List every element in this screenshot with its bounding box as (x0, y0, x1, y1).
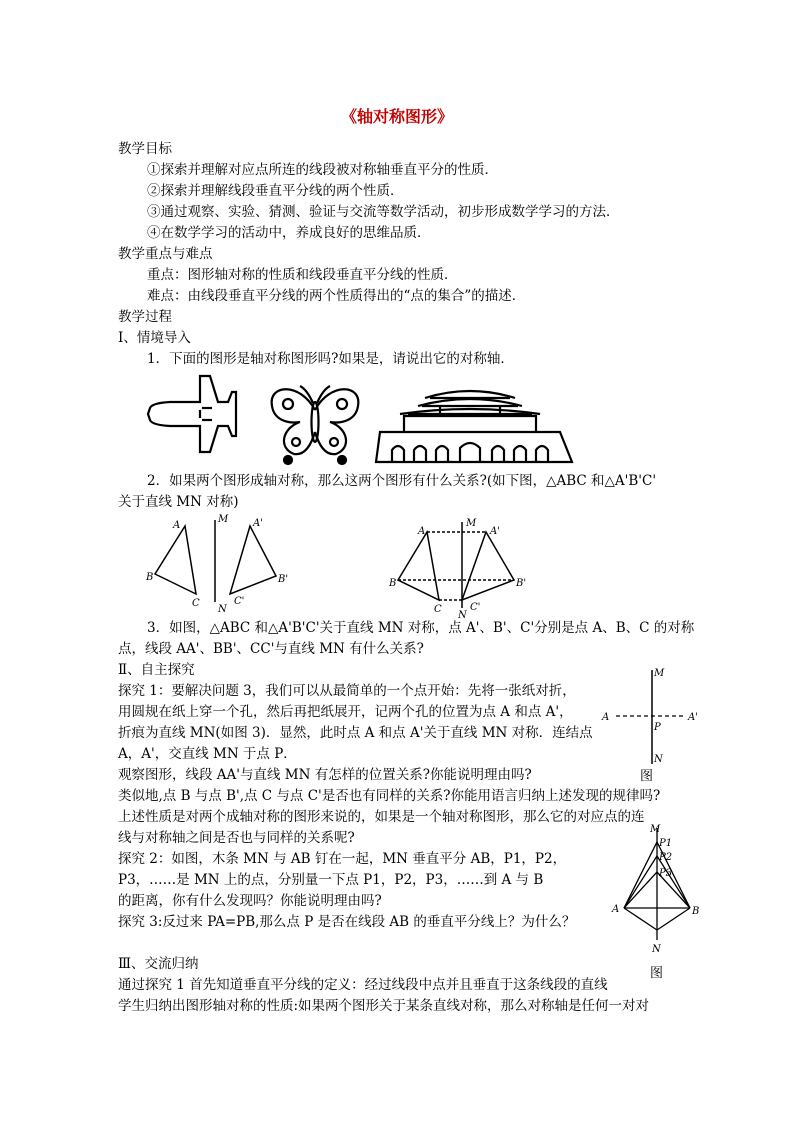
label-B1: B' (278, 574, 289, 585)
fig3-label-A1: A' (688, 712, 698, 723)
label-M-2: M (466, 518, 477, 529)
kite-label-N: N (652, 944, 661, 955)
label-A-2: A (418, 526, 426, 537)
goals-heading: 教学目标 (118, 141, 172, 157)
label-N-2: N (458, 610, 467, 621)
goal-4: ④在数学学习的活动中，养成良好的思维品质． (147, 225, 431, 241)
kite-label-P2: P2 (659, 852, 673, 863)
kite-label-B: B (692, 906, 700, 917)
kite-label-P3: P3 (659, 868, 673, 879)
kite-label-P1: P1 (659, 838, 673, 849)
goal-2: ②探索并理解线段垂直平分线的两个性质． (147, 183, 404, 199)
label-A1: A' (253, 518, 263, 529)
figure-3-diagram (596, 664, 706, 774)
label-B: B (146, 572, 154, 583)
explore-1-line-6: 类似地,点 B 与点 B',点 C 与点 C'是否也有同样的关系?你能用语言归纳上述发现的规律吗? (118, 788, 661, 804)
label-A1-2: A' (490, 526, 500, 537)
butterfly-figure (272, 386, 359, 464)
fig3-label-A: A (602, 712, 610, 723)
explore-1-line-4: A，A'，交直线 MN 于点 P． (118, 746, 297, 762)
label-C-2: C (434, 604, 442, 615)
airplane-figure (148, 376, 236, 452)
tiananmen-figure (376, 391, 572, 462)
question-3-line-1: 3．如图，△ABC 和△A'B'C'关于直线 MN 对称，点 A'、B'、C'分别是点 A、B、C 的对称 (147, 620, 695, 636)
explore-1-line-2: 用圆规在纸上穿一个孔，然后再把纸展开，记两个孔的位置为点 A 和点 A'， (118, 704, 573, 720)
summary-line-1: 通过探究 1 首先知道垂直平分线的定义：经过线段中点并且垂直于这条线段的直线 (118, 977, 608, 993)
explore-2-line-2: P3，……是 MN 上的点，分别量一下点 P1，P2，P3，……到 A 与 B (118, 872, 544, 888)
triangle-figures (140, 508, 540, 621)
question-2-line-2: 关于直线 MN 对称) (118, 494, 239, 510)
label-N: N (218, 604, 227, 615)
part-2-heading: Ⅱ、自主探究 (118, 662, 195, 678)
explore-1-line-1: 探究 1：要解决问题 3，我们可以从最简单的一个点开始：先将一张纸对折， (118, 683, 576, 699)
question-1: 1．下面的图形是轴对称图形吗?如果是，请说出它的对称轴． (147, 351, 514, 367)
difficulty: 难点：由线段垂直平分线的两个性质得出的“点的集合”的描述． (147, 288, 526, 304)
page-title: 《轴对称图形》 (340, 107, 453, 126)
label-B-2: B (389, 578, 397, 589)
label-M: M (218, 514, 229, 525)
key-point: 重点：图形轴对称的性质和线段垂直平分线的性质． (147, 267, 458, 283)
goal-3: ③通过观察、实验、猜测、验证与交流等数学活动，初步形成数学学习的方法． (147, 204, 620, 220)
explore-2-line-1: 探究 2：如图，木条 MN 与 AB 钉在一起，MN 垂直平分 AB，P1，P2， (118, 851, 567, 867)
symmetric-figures (140, 370, 590, 470)
label-C: C (192, 598, 200, 609)
explore-1-line-3: 折痕为直线 MN(如图 3)．显然，此时点 A 和点 A'关于直线 MN 对称．连结点 (118, 725, 593, 741)
question-2-line-1: 2．如果两个图形成轴对称，那么这两个图形有什么关系?(如下图，△ABC 和△A'B'C' (147, 473, 657, 489)
label-C1-2: C' (470, 602, 481, 613)
kite-diagram (612, 822, 702, 962)
fig3-label-P: P (654, 722, 661, 733)
kite-caption: 图 (650, 966, 664, 981)
summary-line-2: 学生归纳出图形轴对称的性质:如果两个图形关于某条直线对称，那么对称轴是任何一对对 (118, 998, 650, 1014)
explore-1-line-5: 观察图形，线段 AA'与直线 MN 有怎样的位置关系?你能说明理由吗? (118, 767, 532, 783)
part-1-heading: Ⅰ、情境导入 (118, 330, 191, 346)
question-3-line-2: 点，线段 AA'、BB'、CC'与直线 MN 有什么关系? (118, 641, 424, 657)
explore-1-line-7: 上述性质是对两个成轴对称的图形来说的，如果是一个轴对称图形，那么它的对应点的连 (118, 809, 645, 825)
explore-3-line-1: 探究 3:反过来 PA=PB,那么点 P 是否在线段 AB 的垂直平分线上？为什么？ (118, 914, 576, 930)
fig3-label-M: M (654, 668, 665, 679)
fig3-label-N: N (654, 754, 663, 765)
label-B1-2: B' (516, 578, 527, 589)
label-C1: C' (234, 596, 245, 607)
goal-1: ①探索并理解对应点所连的线段被对称轴垂直平分的性质． (147, 162, 498, 178)
figure-3-caption: 图 (640, 769, 654, 784)
explore-1-line-8: 线与对称轴之间是否也与同样的关系呢? (118, 830, 355, 846)
part-3-heading: Ⅲ、交流归纳 (118, 956, 199, 972)
left-triangle-diagram (155, 520, 276, 602)
kite-label-A: A (612, 904, 620, 915)
process-heading: 教学过程 (118, 309, 172, 325)
kite-label-M: M (650, 824, 661, 835)
focus-heading: 教学重点与难点 (118, 246, 213, 262)
explore-2-line-3: 的距离，你有什么发现吗？你能说明理由吗? (118, 893, 382, 909)
triangle-labels (145, 514, 526, 621)
label-A: A (173, 520, 181, 531)
